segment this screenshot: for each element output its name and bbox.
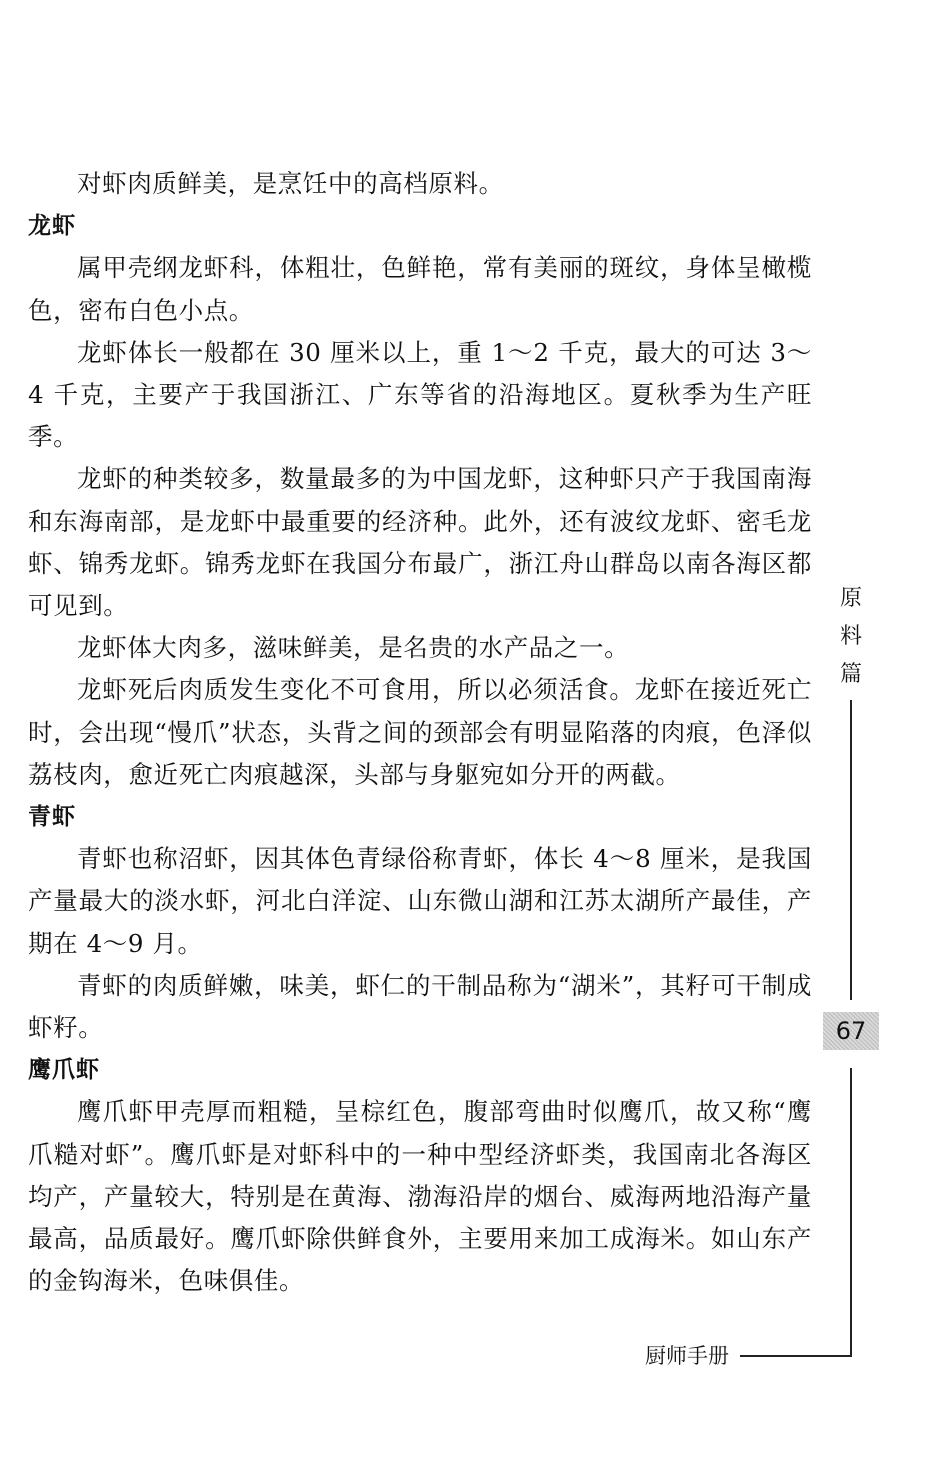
paragraph-intro: 对虾肉质鲜美，是烹饪中的高档原料。 bbox=[77, 169, 504, 198]
section-side-char: 篇 bbox=[839, 662, 862, 687]
paragraph-qingxia-2: 青虾的肉质鲜嫩，味美，虾仁的干制品称为“湖米”，其籽可干制成虾籽。 bbox=[28, 970, 812, 1043]
section-side-label bbox=[834, 580, 868, 694]
page-body bbox=[28, 163, 812, 1302]
page-number-box bbox=[823, 1012, 879, 1050]
paragraph-longxia-1: 属甲壳纲龙虾科，体粗壮，色鲜艳，常有美丽的斑纹，身体呈橄榄色，密布白色小点。 bbox=[28, 253, 812, 325]
paragraph-longxia-5: 龙虾死后肉质发生变化不可食用，所以必须活食。龙虾在接近死亡时，会出现“慢爪”状态，头背之间的颈部会有明显陷落的肉痕，色泽似荔枝肉，愈近死亡肉痕越深，头部与身躯宛如分开的两截。 bbox=[28, 675, 812, 789]
side-rule-top bbox=[850, 700, 852, 1000]
section-side-char: 原 bbox=[839, 586, 862, 611]
footer-book-title: 厨师手册 bbox=[645, 1344, 729, 1368]
paragraph-longxia-4: 龙虾体大肉多，滋味鲜美，是名贵的水产品之一。 bbox=[77, 633, 630, 663]
section-heading-qingxia: 青虾 bbox=[28, 804, 76, 831]
paragraph-longxia-2: 龙虾体长一般都在 30 厘米以上，重 1～2 千克，最大的可达 3～4 千克，主要产于我国浙江、广东等省的沿海地区。夏秋季为生产旺季。 bbox=[28, 337, 812, 452]
section-side-char: 料 bbox=[839, 624, 862, 649]
paragraph-longxia-3: 龙虾的种类较多，数量最多的为中国龙虾，这种虾只产于我国南海和东海南部，是龙虾中最重要的经济种。此外，还有波纹龙虾、密毛龙虾、锦秀龙虾。锦秀龙虾在我国分布最广，浙江舟山群岛以南各海区都可见到。 bbox=[28, 464, 812, 621]
paragraph-yingzhuaxia-1: 鹰爪虾甲壳厚而粗糙，呈棕红色，腹部弯曲时似鹰爪，故又称“鹰爪糙对虾”。鹰爪虾是对虾科中的一种中型经济虾类，我国南北各海区均产，产量较大，特别是在黄海、渤海沿岸的烟台、威海两地沿海产量最高，品质最好。鹰爪虾除供鲜食外，主要用来加工成海米。如山东产的金钩海米，色味俱佳。 bbox=[28, 1097, 812, 1296]
paragraph-qingxia-1: 青虾也称沼虾，因其体色青绿俗称青虾，体长 4～8 厘米，是我国产量最大的淡水虾，河北白洋淀、山东微山湖和江苏太湖所产最佳，产期在 4～9 月。 bbox=[28, 844, 812, 958]
page-number: 67 bbox=[835, 1017, 867, 1045]
footer-rule bbox=[740, 1355, 852, 1357]
side-rule-bottom bbox=[850, 1068, 852, 1356]
section-heading-longxia: 龙虾 bbox=[28, 213, 76, 240]
section-heading-yingzhuaxia: 鹰爪虾 bbox=[28, 1057, 100, 1084]
